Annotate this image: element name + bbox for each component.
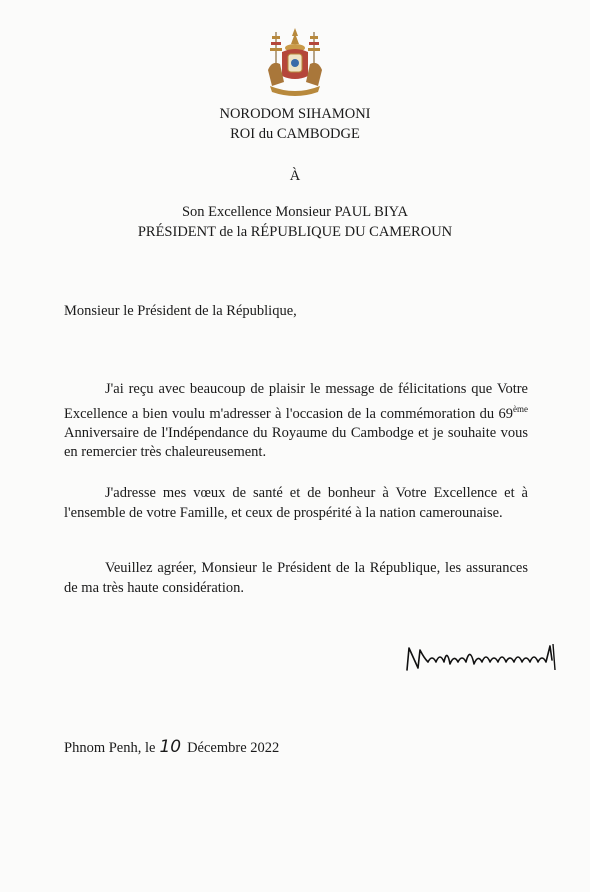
paragraph-1-part-b: Anniversaire de l'Indépendance du Royaume du Cambodge et je souhaite vous en remercier très chaleureusement. xyxy=(64,424,528,461)
paragraph-3: Veuillez agréer, Monsieur le Président de la République, les assurances de ma très haute considération. xyxy=(64,560,528,596)
ordinal-suffix: ème xyxy=(513,403,528,414)
month-year: Décembre 2022 xyxy=(187,740,280,756)
header-block xyxy=(0,106,590,143)
addressee-marker: À xyxy=(289,168,301,184)
place-prefix: Phnom Penh, le xyxy=(64,740,156,756)
signature-image xyxy=(404,640,556,676)
salutation: Monsieur le Président de la République, xyxy=(64,303,297,319)
paragraph-1 xyxy=(64,380,528,463)
handwritten-day: 10 xyxy=(159,737,182,757)
recipient-line-2: PRÉSIDENT de la RÉPUBLIQUE DU CAMEROUN xyxy=(137,224,453,240)
place-date xyxy=(64,737,279,757)
recipient-line-1: Son Excellence Monsieur PAUL BIYA xyxy=(181,204,409,220)
paragraph-2: J'adresse mes vœux de santé et de bonheur à Votre Excellence et à l'ensemble de votre Famille, et ceux de prospérité à la nation camerounaise. xyxy=(64,485,528,521)
royal-coat-of-arms-icon xyxy=(262,26,328,100)
recipient-block xyxy=(0,204,590,241)
paragraph-1-part-a: J'ai reçu avec beaucoup de plaisir le message de félicitations que Votre Excellence a bien voulu m'adresser à l'occasion de la commémoration du 69 xyxy=(64,381,528,422)
sender-title: ROI du CAMBODGE xyxy=(230,126,360,142)
sender-name: NORODOM SIHAMONI xyxy=(219,106,371,122)
